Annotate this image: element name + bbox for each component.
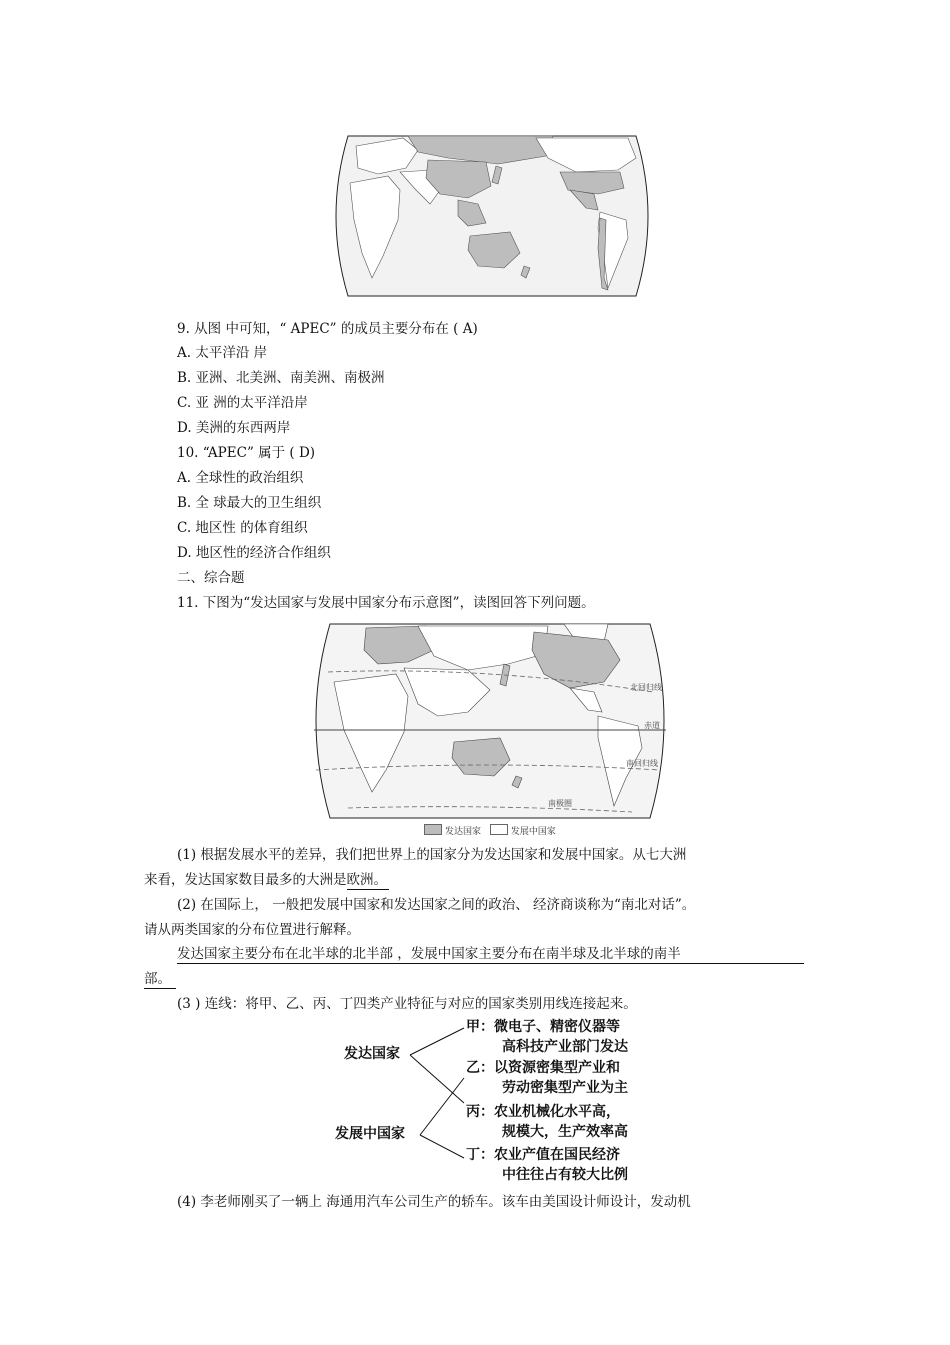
q10-option-d: D. 地区性的经济合作组织: [177, 545, 331, 561]
diagram-item-bing: [466, 1102, 628, 1142]
q11-part2-line1: (2) 在国际上， 一般把发展中国家和发达国家之间的政治、 经济商谈称为“南北对话”。: [177, 897, 696, 913]
q9-option-b: B. 亚洲、北美洲、南美洲、南极洲: [177, 370, 385, 386]
q10-option-b: B. 全 球最大的卫生组织: [177, 495, 322, 511]
q11-part1-line2: [144, 871, 389, 890]
section-heading: 二、综合题: [177, 570, 245, 586]
label-tropic-south: 南回归线: [626, 759, 658, 768]
item-yi-line2: 劳动密集型产业为主: [502, 1080, 628, 1096]
item-jia-line2: 高科技产业部门发达: [502, 1039, 628, 1055]
diagram-developing-label: 发展中国家: [335, 1126, 405, 1142]
diagram-item-yi: [466, 1058, 628, 1098]
q11-part4: (4) 李老师刚买了一辆上 海通用汽车公司生产的轿车。该车由美国设计师设计，发动机: [177, 1194, 691, 1210]
q9-option-a: A. 太平洋沿 岸: [177, 345, 268, 361]
development-map: [308, 620, 672, 822]
q10-stem: 10. “APEC” 属于 ( D): [177, 445, 316, 461]
q10-option-c: C. 地区性 的体育组织: [177, 520, 308, 536]
label-antarctic-circle: 南极圈: [548, 799, 572, 808]
legend-swatch-developed: [424, 824, 442, 835]
legend-developed: 发达国家: [445, 827, 482, 837]
label-equator: 赤道: [644, 721, 660, 730]
legend-swatch-developing: [490, 824, 508, 835]
legend-developing: 发展中国家: [510, 827, 556, 837]
q11-part2-answer-line1: 发达国家主要分布在北半球的北半部 ，发展中国家主要分布在南半球及北半球的南半: [177, 945, 804, 964]
item-ding-line1: 丁：农业产值在国民经济: [466, 1147, 620, 1163]
item-jia-line1: 甲：微电子、精密仪器等: [466, 1019, 620, 1035]
q11-stem: 11. 下图为“发达国家与发展中国家分布示意图”，读图回答下列问题。: [177, 595, 595, 611]
q11-part1-answer: 欧洲。: [346, 872, 387, 888]
diagram-item-jia: [466, 1017, 628, 1057]
item-yi-line1: 乙：以资源密集型产业和: [466, 1060, 620, 1076]
apec-map: [328, 128, 656, 303]
q11-part1-line1: (1) 根据发展水平的差异，我们把世界上的国家分为发达国家和发展中国家。从七大洲: [177, 847, 687, 863]
diagram-developed-label: 发达国家: [344, 1046, 400, 1062]
q11-part3: (3 ) 连线：将甲、乙、丙、丁四类产业特征与对应的国家类别用线连接起来。: [177, 996, 637, 1012]
q9-option-d: D. 美洲的东西两岸: [177, 420, 291, 436]
item-ding-line2: 中往往占有较大比例: [502, 1167, 628, 1183]
diagram-item-ding: [466, 1145, 628, 1185]
q9-stem: 9. 从图 中可知，“ APEC” 的成员主要分布在 ( A): [177, 321, 478, 337]
q11-part1-text: 来看，发达国家数目最多的大洲是: [144, 872, 347, 888]
q9-option-c: C. 亚 洲的太平洋沿岸: [177, 395, 308, 411]
q10-option-a: A. 全球性的政治组织: [177, 470, 304, 486]
label-tropic-north: 北回归线: [630, 683, 662, 692]
q11-part2-line2: 请从两类国家的分布位置进行解释。: [144, 922, 360, 938]
item-bing-line2: 规模大，生产效率高: [502, 1124, 628, 1140]
item-bing-line1: 丙：农业机械化水平高，: [466, 1104, 620, 1120]
map-legend: [424, 824, 556, 837]
q11-part2-answer-line2: 部。: [144, 970, 176, 989]
